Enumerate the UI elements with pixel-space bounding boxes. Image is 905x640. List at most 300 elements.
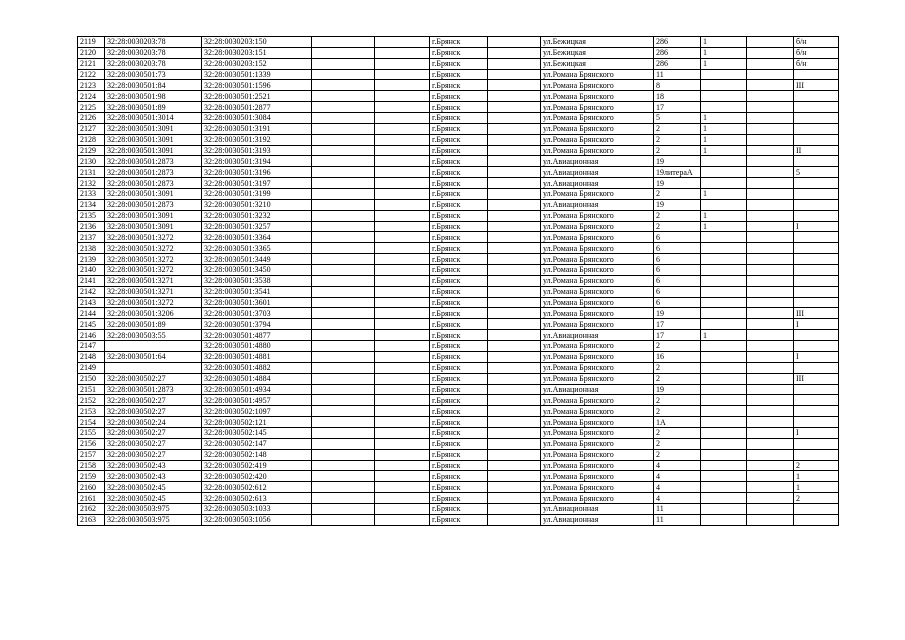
cell-cadastral-number: 32:28:0030501:4957 xyxy=(202,395,312,406)
cell-blank-a xyxy=(312,493,375,504)
cell-room: III xyxy=(794,308,839,319)
cell-row-number: 2155 xyxy=(78,427,105,438)
cell-city: г.Брянск xyxy=(430,123,488,134)
cell-blank-d xyxy=(747,330,794,341)
cell-blank-b xyxy=(375,362,430,373)
cell-house-number: 2 xyxy=(654,438,701,449)
cell-blank-c xyxy=(488,275,541,286)
cell-cadastral-number: 32:28:0030501:3196 xyxy=(202,167,312,178)
cell-blank-b xyxy=(375,210,430,221)
cell-blank-c xyxy=(488,102,541,113)
cell-house-number: 1А xyxy=(654,417,701,428)
cell-parent-cadastral: 32:28:0030501:2873 xyxy=(105,199,202,210)
cell-flag: 1 xyxy=(701,37,747,48)
table-row xyxy=(78,471,839,482)
cell-city: г.Брянск xyxy=(430,232,488,243)
cell-blank-b xyxy=(375,503,430,514)
cell-row-number: 2134 xyxy=(78,199,105,210)
cell-cadastral-number: 32:28:0030203:152 xyxy=(202,58,312,69)
cell-room xyxy=(794,406,839,417)
cell-street: ул.Романа Брянского xyxy=(541,91,654,102)
cell-blank-d xyxy=(747,351,794,362)
cell-parent-cadastral: 32:28:0030501:2873 xyxy=(105,167,202,178)
cell-flag xyxy=(701,395,747,406)
cell-parent-cadastral: 32:28:0030502:27 xyxy=(105,373,202,384)
cell-blank-c xyxy=(488,341,541,352)
cell-city: г.Брянск xyxy=(430,460,488,471)
cell-city: г.Брянск xyxy=(430,210,488,221)
cell-row-number: 2147 xyxy=(78,341,105,352)
cell-cadastral-number: 32:28:0030502:121 xyxy=(202,417,312,428)
cell-parent-cadastral: 32:28:0030502:24 xyxy=(105,417,202,428)
cell-blank-a xyxy=(312,189,375,200)
cell-blank-d xyxy=(747,210,794,221)
cell-blank-c xyxy=(488,460,541,471)
cell-room xyxy=(794,189,839,200)
cell-flag xyxy=(701,427,747,438)
cell-blank-a xyxy=(312,330,375,341)
cell-blank-a xyxy=(312,351,375,362)
cell-cadastral-number: 32:28:0030502:1097 xyxy=(202,406,312,417)
cell-blank-c xyxy=(488,254,541,265)
cell-house-number: 6 xyxy=(654,297,701,308)
cell-flag xyxy=(701,297,747,308)
cell-blank-b xyxy=(375,482,430,493)
cell-row-number: 2148 xyxy=(78,351,105,362)
cell-city: г.Брянск xyxy=(430,275,488,286)
cell-blank-c xyxy=(488,69,541,80)
cell-blank-d xyxy=(747,503,794,514)
cell-parent-cadastral: 32:28:0030501:3271 xyxy=(105,275,202,286)
cell-blank-d xyxy=(747,319,794,330)
cell-blank-a xyxy=(312,265,375,276)
cell-flag xyxy=(701,232,747,243)
cell-city: г.Брянск xyxy=(430,69,488,80)
cell-blank-b xyxy=(375,58,430,69)
cell-room: б/н xyxy=(794,58,839,69)
cell-street: ул.Романа Брянского xyxy=(541,80,654,91)
cell-row-number: 2119 xyxy=(78,37,105,48)
table-row xyxy=(78,417,839,428)
cell-parent-cadastral: 32:28:0030501:3272 xyxy=(105,232,202,243)
cell-row-number: 2150 xyxy=(78,373,105,384)
cell-cadastral-number: 32:28:0030503:1056 xyxy=(202,514,312,525)
cell-blank-d xyxy=(747,221,794,232)
cell-parent-cadastral: 32:28:0030501:3272 xyxy=(105,265,202,276)
cell-row-number: 2128 xyxy=(78,134,105,145)
cell-blank-c xyxy=(488,243,541,254)
cell-cadastral-number: 32:28:0030203:150 xyxy=(202,37,312,48)
cell-flag: 1 xyxy=(701,123,747,134)
table-row xyxy=(78,297,839,308)
cell-parent-cadastral: 32:28:0030501:3091 xyxy=(105,210,202,221)
cell-city: г.Брянск xyxy=(430,58,488,69)
cell-blank-a xyxy=(312,102,375,113)
table-row xyxy=(78,80,839,91)
cadastral-table xyxy=(77,36,839,526)
cell-parent-cadastral: 32:28:0030501:2873 xyxy=(105,156,202,167)
cell-parent-cadastral: 32:28:0030501:84 xyxy=(105,80,202,91)
cell-parent-cadastral: 32:28:0030503:975 xyxy=(105,514,202,525)
cell-flag: 1 xyxy=(701,210,747,221)
cell-house-number: 2 xyxy=(654,221,701,232)
cell-room xyxy=(794,156,839,167)
cell-blank-a xyxy=(312,91,375,102)
cell-blank-d xyxy=(747,341,794,352)
cell-row-number: 2124 xyxy=(78,91,105,102)
cell-house-number: 8 xyxy=(654,80,701,91)
cell-house-number: 19 xyxy=(654,156,701,167)
cell-blank-d xyxy=(747,265,794,276)
cell-city: г.Брянск xyxy=(430,406,488,417)
cell-blank-a xyxy=(312,221,375,232)
cell-parent-cadastral: 32:28:0030501:3271 xyxy=(105,286,202,297)
cell-street: ул.Романа Брянского xyxy=(541,341,654,352)
cell-house-number: 17 xyxy=(654,102,701,113)
cell-house-number: 6 xyxy=(654,265,701,276)
cell-blank-a xyxy=(312,503,375,514)
cell-room xyxy=(794,210,839,221)
cell-blank-b xyxy=(375,373,430,384)
cell-blank-d xyxy=(747,395,794,406)
cell-row-number: 2162 xyxy=(78,503,105,514)
cell-blank-c xyxy=(488,167,541,178)
cell-city: г.Брянск xyxy=(430,113,488,124)
cell-parent-cadastral: 32:28:0030502:43 xyxy=(105,471,202,482)
cell-blank-a xyxy=(312,482,375,493)
cell-house-number: 6 xyxy=(654,254,701,265)
cell-room xyxy=(794,243,839,254)
cell-city: г.Брянск xyxy=(430,47,488,58)
cell-cadastral-number: 32:28:0030501:3257 xyxy=(202,221,312,232)
cell-room xyxy=(794,362,839,373)
cell-blank-b xyxy=(375,286,430,297)
cell-street: ул.Романа Брянского xyxy=(541,406,654,417)
cell-flag xyxy=(701,286,747,297)
cell-blank-b xyxy=(375,460,430,471)
table-row xyxy=(78,102,839,113)
cell-street: ул.Романа Брянского xyxy=(541,243,654,254)
cell-house-number: 2 xyxy=(654,123,701,134)
cell-city: г.Брянск xyxy=(430,265,488,276)
cell-cadastral-number: 32:28:0030501:3538 xyxy=(202,275,312,286)
cell-flag xyxy=(701,254,747,265)
cell-room: 2 xyxy=(794,460,839,471)
cell-house-number: 18 xyxy=(654,91,701,102)
cell-cadastral-number: 32:28:0030502:147 xyxy=(202,438,312,449)
cell-blank-d xyxy=(747,460,794,471)
cell-blank-d xyxy=(747,254,794,265)
cell-blank-a xyxy=(312,319,375,330)
cell-flag: 1 xyxy=(701,221,747,232)
cell-room: I xyxy=(794,351,839,362)
cell-blank-b xyxy=(375,91,430,102)
cell-room: I xyxy=(794,319,839,330)
cell-blank-a xyxy=(312,199,375,210)
cell-blank-a xyxy=(312,449,375,460)
cell-blank-a xyxy=(312,308,375,319)
cell-room xyxy=(794,265,839,276)
cell-cadastral-number: 32:28:0030502:612 xyxy=(202,482,312,493)
cell-cadastral-number: 32:28:0030501:3193 xyxy=(202,145,312,156)
cell-flag xyxy=(701,482,747,493)
cell-blank-b xyxy=(375,308,430,319)
cell-flag: 1 xyxy=(701,58,747,69)
cell-blank-a xyxy=(312,156,375,167)
cell-cadastral-number: 32:28:0030501:3210 xyxy=(202,199,312,210)
cell-street: ул.Романа Брянского xyxy=(541,482,654,493)
cell-blank-a xyxy=(312,243,375,254)
cell-parent-cadastral: 32:28:0030501:3206 xyxy=(105,308,202,319)
cell-blank-c xyxy=(488,265,541,276)
cell-flag xyxy=(701,471,747,482)
cell-cadastral-number: 32:28:0030501:3194 xyxy=(202,156,312,167)
cell-room: III xyxy=(794,80,839,91)
cell-parent-cadastral: 32:28:0030502:27 xyxy=(105,449,202,460)
cell-blank-c xyxy=(488,58,541,69)
table-row xyxy=(78,330,839,341)
cell-blank-d xyxy=(747,427,794,438)
cell-house-number: 2 xyxy=(654,145,701,156)
cell-house-number: 19литераА xyxy=(654,167,701,178)
cell-blank-a xyxy=(312,438,375,449)
table-row xyxy=(78,210,839,221)
cell-blank-a xyxy=(312,514,375,525)
cell-flag xyxy=(701,493,747,504)
cell-blank-c xyxy=(488,482,541,493)
cell-house-number: 286 xyxy=(654,58,701,69)
cell-blank-a xyxy=(312,471,375,482)
cell-blank-c xyxy=(488,91,541,102)
cell-blank-a xyxy=(312,254,375,265)
cell-house-number: 4 xyxy=(654,493,701,504)
cell-house-number: 17 xyxy=(654,319,701,330)
cell-house-number: 11 xyxy=(654,503,701,514)
table-row xyxy=(78,178,839,189)
cell-blank-b xyxy=(375,275,430,286)
cell-blank-a xyxy=(312,395,375,406)
cell-parent-cadastral: 32:28:0030502:27 xyxy=(105,395,202,406)
cell-blank-a xyxy=(312,210,375,221)
cell-blank-a xyxy=(312,178,375,189)
cell-blank-d xyxy=(747,286,794,297)
cell-blank-d xyxy=(747,438,794,449)
table-row xyxy=(78,221,839,232)
cell-city: г.Брянск xyxy=(430,286,488,297)
cell-blank-b xyxy=(375,395,430,406)
cell-blank-a xyxy=(312,406,375,417)
table-row xyxy=(78,395,839,406)
cell-parent-cadastral: 32:28:0030501:3091 xyxy=(105,134,202,145)
cell-blank-d xyxy=(747,417,794,428)
cell-row-number: 2154 xyxy=(78,417,105,428)
cell-city: г.Брянск xyxy=(430,167,488,178)
cell-blank-b xyxy=(375,351,430,362)
cell-room xyxy=(794,69,839,80)
cell-city: г.Брянск xyxy=(430,297,488,308)
cell-blank-b xyxy=(375,493,430,504)
cell-blank-c xyxy=(488,319,541,330)
cell-cadastral-number: 32:28:0030501:3365 xyxy=(202,243,312,254)
cell-parent-cadastral: 32:28:0030501:3091 xyxy=(105,145,202,156)
cell-flag xyxy=(701,265,747,276)
cell-blank-a xyxy=(312,417,375,428)
cell-blank-b xyxy=(375,384,430,395)
cell-parent-cadastral: 32:28:0030502:45 xyxy=(105,482,202,493)
cell-blank-d xyxy=(747,156,794,167)
cell-blank-c xyxy=(488,145,541,156)
cell-room xyxy=(794,384,839,395)
cell-blank-a xyxy=(312,275,375,286)
cell-row-number: 2139 xyxy=(78,254,105,265)
cell-house-number: 11 xyxy=(654,514,701,525)
table-row xyxy=(78,493,839,504)
table-row xyxy=(78,319,839,330)
cell-street: ул.Авиационная xyxy=(541,384,654,395)
cell-blank-c xyxy=(488,156,541,167)
cell-blank-c xyxy=(488,384,541,395)
cell-house-number: 19 xyxy=(654,384,701,395)
cell-street: ул.Романа Брянского xyxy=(541,449,654,460)
cell-blank-d xyxy=(747,362,794,373)
cell-room xyxy=(794,199,839,210)
cell-house-number: 2 xyxy=(654,134,701,145)
cell-row-number: 2141 xyxy=(78,275,105,286)
cell-blank-d xyxy=(747,384,794,395)
cell-street: ул.Романа Брянского xyxy=(541,319,654,330)
cell-parent-cadastral: 32:28:0030501:3272 xyxy=(105,254,202,265)
table-row xyxy=(78,37,839,48)
cell-street: ул.Бежицкая xyxy=(541,37,654,48)
cell-room: II xyxy=(794,145,839,156)
cell-flag xyxy=(701,243,747,254)
table-row xyxy=(78,47,839,58)
table-row xyxy=(78,91,839,102)
cell-parent-cadastral: 32:28:0030501:2873 xyxy=(105,384,202,395)
cell-flag: 1 xyxy=(701,330,747,341)
cell-blank-c xyxy=(488,373,541,384)
cell-city: г.Брянск xyxy=(430,482,488,493)
cell-blank-c xyxy=(488,330,541,341)
cell-blank-c xyxy=(488,113,541,124)
cell-room: б/н xyxy=(794,37,839,48)
cell-blank-c xyxy=(488,47,541,58)
cell-row-number: 2132 xyxy=(78,178,105,189)
cell-parent-cadastral: 32:28:0030501:3014 xyxy=(105,113,202,124)
cell-flag xyxy=(701,514,747,525)
cell-flag xyxy=(701,308,747,319)
table-row xyxy=(78,341,839,352)
cell-city: г.Брянск xyxy=(430,514,488,525)
cell-room xyxy=(794,503,839,514)
table-row xyxy=(78,427,839,438)
cell-blank-b xyxy=(375,427,430,438)
cell-street: ул.Романа Брянского xyxy=(541,69,654,80)
cell-row-number: 2137 xyxy=(78,232,105,243)
cell-flag xyxy=(701,199,747,210)
cell-blank-d xyxy=(747,37,794,48)
cell-city: г.Брянск xyxy=(430,178,488,189)
cell-street: ул.Авиационная xyxy=(541,178,654,189)
cell-blank-a xyxy=(312,167,375,178)
cell-city: г.Брянск xyxy=(430,427,488,438)
cell-flag: 1 xyxy=(701,47,747,58)
cell-blank-a xyxy=(312,297,375,308)
cell-room xyxy=(794,514,839,525)
cell-row-number: 2145 xyxy=(78,319,105,330)
table-row xyxy=(78,460,839,471)
cell-row-number: 2149 xyxy=(78,362,105,373)
cell-street: ул.Романа Брянского xyxy=(541,210,654,221)
table-row xyxy=(78,113,839,124)
cell-street: ул.Авиационная xyxy=(541,514,654,525)
cell-blank-a xyxy=(312,384,375,395)
table-row xyxy=(78,58,839,69)
cell-cadastral-number: 32:28:0030502:148 xyxy=(202,449,312,460)
cell-city: г.Брянск xyxy=(430,438,488,449)
cell-city: г.Брянск xyxy=(430,341,488,352)
cell-parent-cadastral: 32:28:0030501:89 xyxy=(105,102,202,113)
table-row xyxy=(78,69,839,80)
cell-row-number: 2142 xyxy=(78,286,105,297)
cell-blank-d xyxy=(747,47,794,58)
cell-blank-d xyxy=(747,449,794,460)
cell-street: ул.Романа Брянского xyxy=(541,145,654,156)
cell-house-number: 286 xyxy=(654,37,701,48)
cell-street: ул.Романа Брянского xyxy=(541,286,654,297)
table-row xyxy=(78,232,839,243)
cell-row-number: 2130 xyxy=(78,156,105,167)
table-body xyxy=(78,37,839,526)
cell-flag xyxy=(701,438,747,449)
cell-parent-cadastral: 32:28:0030503:975 xyxy=(105,503,202,514)
table-row xyxy=(78,308,839,319)
cell-room xyxy=(794,286,839,297)
cell-flag xyxy=(701,102,747,113)
cell-street: ул.Авиационная xyxy=(541,156,654,167)
cell-street: ул.Романа Брянского xyxy=(541,308,654,319)
cell-blank-b xyxy=(375,80,430,91)
table-row xyxy=(78,503,839,514)
table-row xyxy=(78,362,839,373)
table-row xyxy=(78,275,839,286)
cell-blank-b xyxy=(375,123,430,134)
cell-flag xyxy=(701,69,747,80)
cell-blank-b xyxy=(375,243,430,254)
cell-cadastral-number: 32:28:0030501:3703 xyxy=(202,308,312,319)
cell-city: г.Брянск xyxy=(430,384,488,395)
cell-row-number: 2146 xyxy=(78,330,105,341)
cell-row-number: 2131 xyxy=(78,167,105,178)
cell-parent-cadastral: 32:28:0030203:78 xyxy=(105,37,202,48)
cell-city: г.Брянск xyxy=(430,145,488,156)
cell-blank-b xyxy=(375,37,430,48)
cell-room xyxy=(794,275,839,286)
cell-flag xyxy=(701,91,747,102)
cell-blank-b xyxy=(375,254,430,265)
cell-parent-cadastral: 32:28:0030203:78 xyxy=(105,47,202,58)
table-row xyxy=(78,286,839,297)
cell-cadastral-number: 32:28:0030501:3364 xyxy=(202,232,312,243)
cell-blank-d xyxy=(747,189,794,200)
cell-flag xyxy=(701,373,747,384)
cell-flag: 1 xyxy=(701,145,747,156)
cell-blank-a xyxy=(312,286,375,297)
cell-blank-b xyxy=(375,189,430,200)
cell-room xyxy=(794,123,839,134)
cell-room: б/н xyxy=(794,47,839,58)
cell-row-number: 2135 xyxy=(78,210,105,221)
